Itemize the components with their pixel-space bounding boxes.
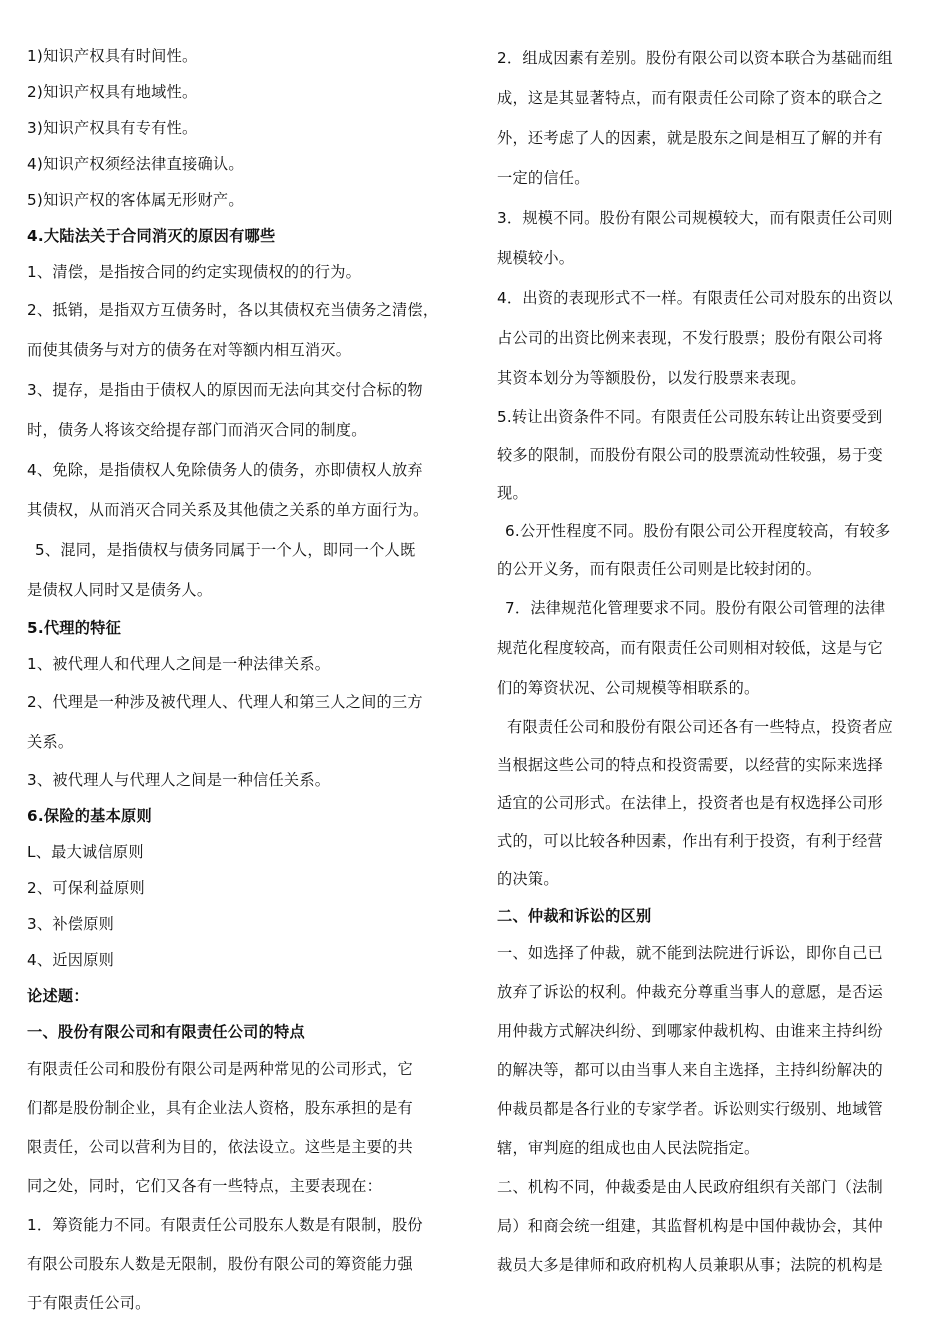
text-line: 一定的信任。 — [497, 169, 590, 187]
text-line: 放弃了诉讼的权利。仲裁充分尊重当事人的意愿，是否运 — [497, 983, 883, 1001]
text-line: L、最大诚信原则 — [27, 843, 144, 861]
text-line: 3、提存，是指由于债权人的原因而无法向其交付合标的物 — [27, 381, 423, 399]
section-heading: 论述题： — [27, 987, 89, 1005]
text-line: 1)知识产权具有时间性。 — [27, 47, 198, 65]
text-line: 裁员大多是律师和政府机构人员兼职从事；法院的机构是 — [497, 1256, 883, 1274]
text-line: 有限责任公司和股份有限公司是两种常见的公司形式，它 — [27, 1060, 413, 1078]
text-line: 1、被代理人和代理人之间是一种法律关系。 — [27, 655, 331, 673]
text-line: 3)知识产权具有专有性。 — [27, 119, 198, 137]
text-line: 6.公开性程度不同。股份有限公司公开程度较高，有较多 — [505, 522, 891, 540]
text-line: 5、混同，是指债权与债务同属于一个人，即同一个人既 — [35, 541, 416, 559]
text-line: 4)知识产权须经法律直接确认。 — [27, 155, 244, 173]
text-line: 3、补偿原则 — [27, 915, 115, 933]
text-line: 1．筹资能力不同。有限责任公司股东人数是有限制，股份 — [27, 1216, 423, 1234]
section-heading: 6.保险的基本原则 — [27, 807, 152, 825]
right-column — [497, 38, 933, 1285]
text-line: 式的，可以比较各种因素，作出有利于投资，有利于经营 — [497, 832, 883, 850]
text-line: 辖，审判庭的组成也由人民法院指定。 — [497, 1139, 760, 1157]
text-line: 关系。 — [27, 733, 74, 751]
text-line: 外，还考虑了人的因素，就是股东之间是相互了解的并有 — [497, 129, 883, 147]
text-line: 当根据这些公司的特点和投资需要，以经营的实际来选择 — [497, 756, 883, 774]
text-line: 有限公司股东人数是无限制，股份有限公司的筹资能力强 — [27, 1255, 413, 1273]
text-line: 局）和商会统一组建，其监督机构是中国仲裁协会，其仲 — [497, 1217, 883, 1235]
text-line: 有限责任公司和股份有限公司还各有一些特点，投资者应 — [507, 718, 893, 736]
text-line: 时，债务人将该交给提存部门而消灭合同的制度。 — [27, 421, 367, 439]
section-heading: 4.大陆法关于合同消灭的原因有哪些 — [27, 227, 276, 245]
text-line: 占公司的出资比例来表现，不发行股票；股份有限公司将 — [497, 329, 883, 347]
text-line: 5.转让出资条件不同。有限责任公司股东转让出资要受到 — [497, 408, 883, 426]
text-line: 二、机构不同，仲裁委是由人民政府组织有关部门（法制 — [497, 1178, 883, 1196]
text-line: 仲裁员都是各行业的专家学者。诉讼则实行级别、地域管 — [497, 1100, 883, 1118]
section-heading: 一、股份有限公司和有限责任公司的特点 — [27, 1023, 305, 1041]
text-line: 2)知识产权具有地域性。 — [27, 83, 198, 101]
left-column — [27, 38, 473, 1323]
text-line: 其债权，从而消灭合同关系及其他债之关系的单方面行为。 — [27, 501, 429, 519]
text-line: 成，这是其显著特点，而有限责任公司除了资本的联合之 — [497, 89, 883, 107]
text-line: 3．规模不同。股份有限公司规模较大，而有限责任公司则 — [497, 209, 893, 227]
text-line: 2、可保利益原则 — [27, 879, 145, 897]
text-line: 是债权人同时又是债务人。 — [27, 581, 213, 599]
text-line: 用仲裁方式解决纠纷、到哪家仲裁机构、由谁来主持纠纷 — [497, 1022, 883, 1040]
text-line: 2、代理是一种涉及被代理人、代理人和第三人之间的三方 — [27, 693, 423, 711]
text-line: 适宜的公司形式。在法律上，投资者也是有权选择公司形 — [497, 794, 883, 812]
text-line: 4、近因原则 — [27, 951, 115, 969]
text-line: 1、清偿，是指按合同的约定实现债权的的行为。 — [27, 263, 362, 281]
text-line: 其资本划分为等额股份，以发行股票来表现。 — [497, 369, 806, 387]
text-line: 2、抵销，是指双方互债务时，各以其债权充当债务之清偿， — [27, 301, 439, 319]
text-line: 同之处，同时，它们又各有一些特点，主要表现在： — [27, 1177, 383, 1195]
text-line: 3、被代理人与代理人之间是一种信任关系。 — [27, 771, 331, 789]
section-heading: 二、仲裁和诉讼的区别 — [497, 907, 652, 925]
text-line: 而使其债务与对方的债务在对等额内相互消灭。 — [27, 341, 352, 359]
text-line: 于有限责任公司。 — [27, 1294, 151, 1312]
text-line: 现。 — [497, 484, 528, 502]
text-line: 一、如选择了仲裁，就不能到法院进行诉讼，即你自己已 — [497, 944, 883, 962]
text-line: 限责任，公司以营利为目的，依法设立。这些是主要的共 — [27, 1138, 413, 1156]
text-line: 的解决等，都可以由当事人来自主选择，主持纠纷解决的 — [497, 1061, 883, 1079]
text-line: 4、免除，是指债权人免除债务人的债务，亦即债权人放弃 — [27, 461, 423, 479]
text-line: 7．法律规范化管理要求不同。股份有限公司管理的法律 — [505, 599, 886, 617]
text-line: 规范化程度较高，而有限责任公司则相对较低，这是与它 — [497, 639, 883, 657]
text-line: 的公开义务，而有限责任公司则是比较封闭的。 — [497, 560, 822, 578]
text-line: 们的筹资状况、公司规模等相联系的。 — [497, 679, 760, 697]
section-heading: 5.代理的特征 — [27, 619, 122, 637]
text-line: 规模较小。 — [497, 249, 575, 267]
text-line: 4．出资的表现形式不一样。有限责任公司对股东的出资以 — [497, 289, 893, 307]
text-line: 2．组成因素有差别。股份有限公司以资本联合为基础而组 — [497, 49, 893, 67]
text-line: 的决策。 — [497, 870, 559, 888]
text-line: 们都是股份制企业，具有企业法人资格，股东承担的是有 — [27, 1099, 413, 1117]
text-line: 5)知识产权的客体属无形财产。 — [27, 191, 244, 209]
text-line: 较多的限制，而股份有限公司的股票流动性较强，易于变 — [497, 446, 883, 464]
